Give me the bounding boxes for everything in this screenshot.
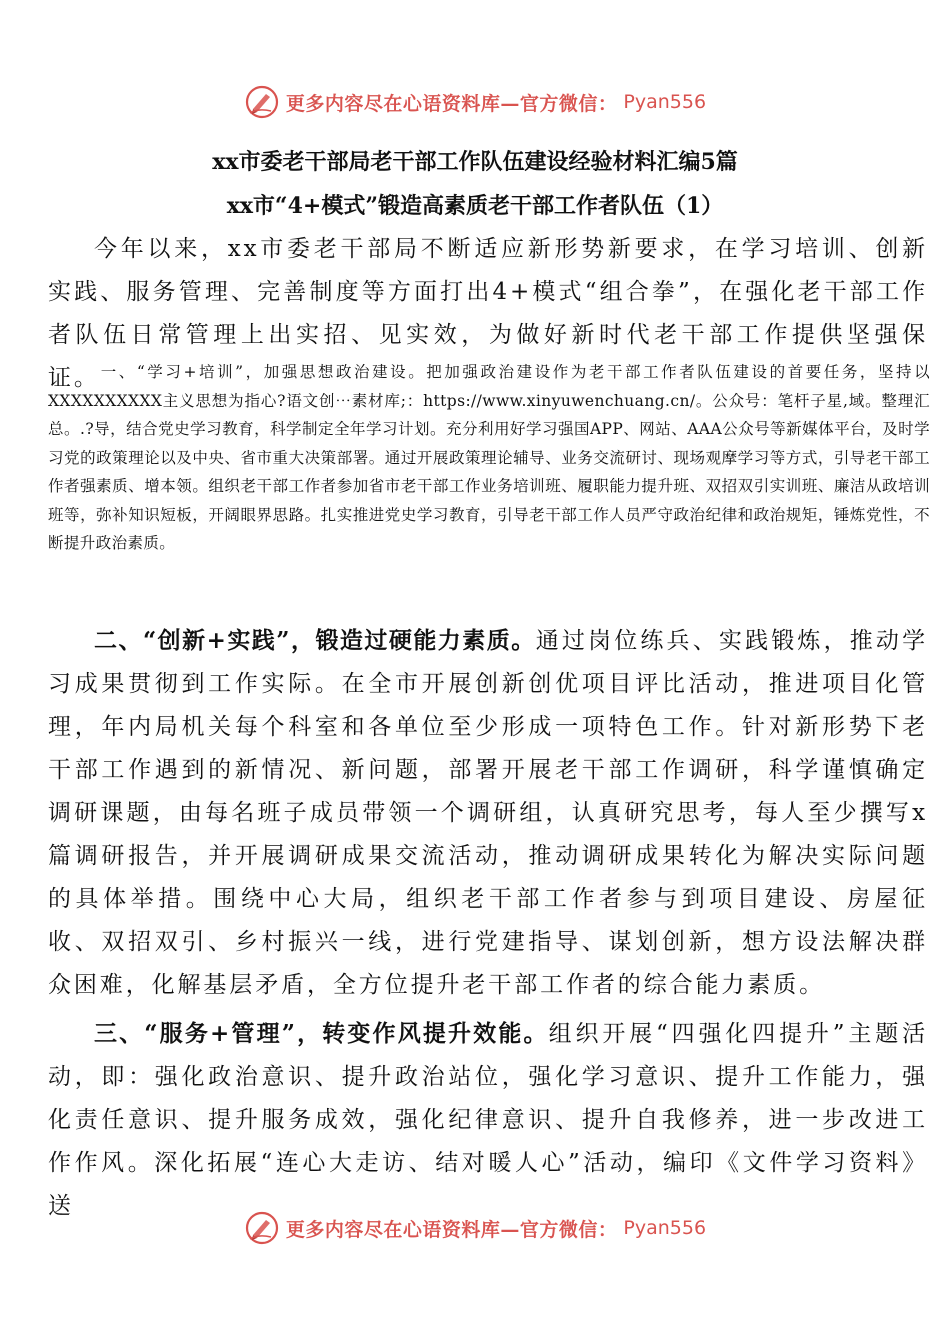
section-1-paragraph: 一、“学习+培训”，加强思想政治建设。把加强政治建设作为老干部工作者队伍建设的首要任务，坚持以XXXXXXXXXX主义思想为指心?语文创⋯素材库;：https://www.xinyuwenchuang.cn/。公众号：笔杆子星,域。整理汇总。.?导，结合党史学习教育，科学制定全年学习计划。充分利用好学习强国APP、网站、AAA公众号等新媒体平台，及时学习党的政策理论以及中央、省市重大决策部署。通过开展政策理论辅导、业务交流研讨、现场观摩学习等方式，引导老干部工作者强素质、增本领。组织老干部工作者参加省市老干部工作业务培训班、履职能力提升班、双招双引实训班、廉洁从政培训班等，弥补知识短板，开阔眼界思路。扎实推进党史学习教育，引导老干部工作人员严守政治纪律和政治规矩，锤炼党性，不断提升政治素质。 [48, 363, 930, 552]
watermark-banner-bottom [0, 1210, 950, 1246]
document-subtitle: xx市“4+模式”锻造高素质老干部工作者队伍（1） [226, 193, 724, 219]
watermark-text: 更多内容尽在心语资料库—官方微信： [285, 1218, 618, 1241]
section-3-heading: 三、“服务+管理”，转变作风提升效能。 [94, 1020, 549, 1047]
section-3-paragraph [48, 1012, 928, 1228]
section-2-heading: 二、“创新+实践”，锻造过硬能力素质。 [94, 627, 536, 654]
intro-paragraph: 今年以来，xx市委老干部局不断适应新形势新要求，在学习培训、创新实践、服务管理、完善制度等方面打出4+模式“组合拳”，在强化老干部工作者队伍日常管理上出实招、见实效，为做好新时代老干部工作提供坚强保证。 [48, 236, 928, 391]
watermark-banner-top [0, 84, 950, 120]
pen-seal-icon [244, 84, 280, 120]
section-3-body: 组织开展“四强化四提升”主题活动，即：强化政治意识、提升政治站位，强化学习意识、提升工作能力，强化责任意识、提升服务成效，强化纪律意识、提升自我修养，进一步改进工作作风。深化拓展“连心大走访、结对暖人心”活动，编印《文件学习资料》送 [48, 1021, 928, 1219]
section-2-paragraph [48, 619, 928, 1007]
watermark-wechat-id: Pyan556 [623, 91, 707, 113]
document-title: xx市委老干部局老干部工作队伍建设经验材料汇编5篇 [212, 149, 738, 175]
watermark-text: 更多内容尽在心语资料库—官方微信： [285, 92, 618, 115]
pen-seal-icon [244, 1210, 280, 1246]
section-2-body: 通过岗位练兵、实践锻炼，推动学习成果贯彻到工作实际。在全市开展创新创优项目评比活动，推进项目化管理，年内局机关每个科室和各单位至少形成一项特色工作。针对新形势下老干部工作遇到的新情况、新问题，部署开展老干部工作调研，科学谨慎确定调研课题，由每名班子成员带领一个调研组，认真研究思考，每人至少撰写x篇调研报告，并开展调研成果交流活动，推动调研成果转化为解决实际问题的具体举措。围绕中心大局，组织老干部工作者参与到项目建设、房屋征收、双招双引、乡村振兴一线，进行党建指导、谋划创新，想方设法解决群众困难，化解基层矛盾，全方位提升老干部工作者的综合能力素质。 [48, 628, 929, 998]
watermark-wechat-id: Pyan556 [623, 1217, 707, 1239]
